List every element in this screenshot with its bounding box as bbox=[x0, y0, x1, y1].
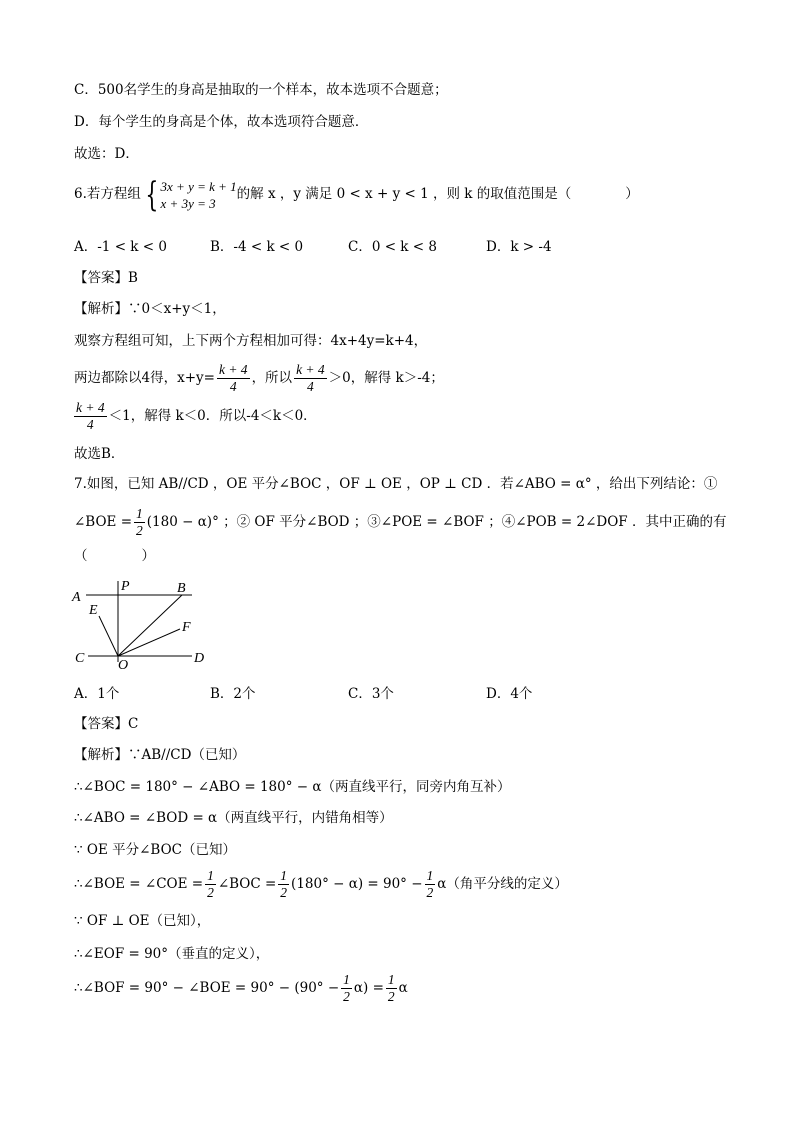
question-6 bbox=[74, 174, 639, 214]
label-f: F bbox=[182, 620, 191, 635]
text: ∠BOC = bbox=[217, 876, 277, 892]
text: α bbox=[398, 980, 408, 996]
text: ＞0，解得 k＞-4； bbox=[328, 370, 444, 386]
label-b: B bbox=[177, 581, 186, 596]
denominator: 2 bbox=[280, 885, 288, 900]
solution-line bbox=[74, 398, 317, 434]
text: (180° − α) = 90° − bbox=[291, 876, 423, 892]
text: α) = bbox=[353, 980, 384, 996]
label-e: E bbox=[89, 603, 98, 618]
text: ∴∠BOF = 90° − ∠BOE = 90° − (90° − bbox=[74, 980, 340, 996]
numerator: 1 bbox=[280, 868, 288, 883]
q6-prefix: 6.若方程组 bbox=[74, 186, 141, 202]
numerator: 1 bbox=[426, 868, 434, 883]
fraction bbox=[294, 362, 327, 395]
solution-line: ∴∠BOC = 180° − ∠ABO = 180° − α（两直线平行，同旁内角互补） bbox=[74, 779, 511, 795]
numerator: k + 4 bbox=[218, 362, 248, 377]
label-a: A bbox=[72, 590, 81, 605]
solution-line: 观察方程组可知，上下两个方程相加可得：4x+4y=k+4， bbox=[74, 333, 428, 349]
text: ，所以 bbox=[251, 370, 293, 386]
text: α（角平分线的定义） bbox=[437, 876, 568, 892]
option-a: A．-1 < k < 0 bbox=[74, 239, 167, 255]
option-c: C．3个 bbox=[348, 686, 394, 702]
line-of bbox=[118, 629, 180, 656]
solution-line: 【解析】∵AB//CD（已知） bbox=[74, 747, 246, 763]
answer-6: 【答案】B bbox=[74, 270, 138, 286]
denominator: 2 bbox=[343, 989, 350, 1004]
fraction bbox=[74, 400, 107, 433]
geometry-figure bbox=[70, 574, 220, 674]
answer-7: 【答案】C bbox=[74, 716, 139, 732]
solution-line bbox=[74, 970, 408, 1006]
label-o: O bbox=[118, 658, 129, 673]
text: 两边都除以4得，x+y= bbox=[74, 370, 215, 386]
denominator: 2 bbox=[426, 885, 434, 900]
option-b: B．-4 < k < 0 bbox=[210, 239, 304, 255]
question-7-line2 bbox=[74, 504, 726, 540]
numerator: 1 bbox=[343, 972, 350, 987]
denominator: 2 bbox=[387, 989, 395, 1004]
solution-line: ∴∠ABO = ∠BOD = α（两直线平行，内错角相等） bbox=[74, 810, 393, 826]
question-7: 7.如图，已知 AB//CD ，OE 平分∠BOC ，OF ⊥ OE ，OP ⊥ CD ．若∠ABO = α° ，给出下列结论：① bbox=[74, 476, 718, 492]
line-oe bbox=[99, 616, 118, 656]
fraction bbox=[205, 868, 216, 901]
solution-line: ∵ OE 平分∠BOC（已知） bbox=[74, 842, 236, 858]
solution-line bbox=[74, 866, 568, 902]
solution-line: ∵ OF ⊥ OE（已知）， bbox=[74, 913, 211, 929]
denominator: 4 bbox=[86, 417, 94, 432]
label-d: D bbox=[194, 651, 205, 666]
denominator: 2 bbox=[207, 885, 214, 900]
fraction bbox=[425, 868, 436, 901]
option-b: B．2个 bbox=[210, 686, 256, 702]
numerator: 1 bbox=[136, 506, 143, 521]
text-line: 故选：D． bbox=[74, 146, 139, 162]
numerator: 1 bbox=[387, 972, 395, 987]
equation-1: 3x + y = k + 1 bbox=[160, 178, 237, 194]
line-ob bbox=[118, 595, 182, 656]
text-line: 故选B． bbox=[74, 446, 125, 462]
text-line: D．每个学生的身高是个体，故本选项符合题意． bbox=[74, 114, 369, 130]
denominator: 4 bbox=[229, 379, 237, 394]
solution-line: 【解析】∵0＜x+y＜1， bbox=[74, 301, 226, 317]
fraction bbox=[341, 972, 352, 1005]
text-line: C．500名学生的身高是抽取的一个样本，故本选项不合题意； bbox=[74, 82, 448, 98]
numerator: 1 bbox=[207, 868, 214, 883]
numerator: k + 4 bbox=[76, 400, 105, 415]
equation-system bbox=[161, 178, 237, 212]
label-p: P bbox=[121, 579, 130, 594]
option-d: D．k > -4 bbox=[486, 239, 552, 255]
solution-line: ∴∠EOF = 90°（垂直的定义）， bbox=[74, 946, 270, 962]
label-c: C bbox=[75, 651, 85, 666]
equation-2: x + 3y = 3 bbox=[160, 195, 216, 211]
q6-text: 的解 x ，y 满足 0 < x + y < 1 ，则 k 的取值范围是（ ） bbox=[236, 186, 639, 202]
text: ∴∠BOE = ∠COE = bbox=[74, 876, 204, 892]
brace: { bbox=[145, 174, 159, 215]
fraction bbox=[217, 362, 250, 395]
numerator: k + 4 bbox=[296, 362, 325, 377]
text: ∠BOE = bbox=[74, 514, 133, 530]
fraction bbox=[134, 506, 145, 539]
text-line: （ ） bbox=[74, 548, 155, 564]
text: (180 − α)° ；② OF 平分∠BOD ；③∠POE = ∠BOF ；④∠POB = 2∠DOF ．其中正确的有 bbox=[146, 514, 727, 530]
solution-line bbox=[74, 360, 444, 396]
fraction bbox=[278, 868, 289, 901]
fraction bbox=[386, 972, 397, 1005]
denominator: 4 bbox=[306, 379, 314, 394]
denominator: 2 bbox=[136, 523, 143, 538]
option-a: A．1个 bbox=[74, 686, 120, 702]
option-c: C．0 < k < 8 bbox=[348, 239, 437, 255]
option-d: D．4个 bbox=[486, 686, 533, 702]
text: ＜1，解得 k＜0．所以-4＜k＜0． bbox=[108, 408, 317, 424]
